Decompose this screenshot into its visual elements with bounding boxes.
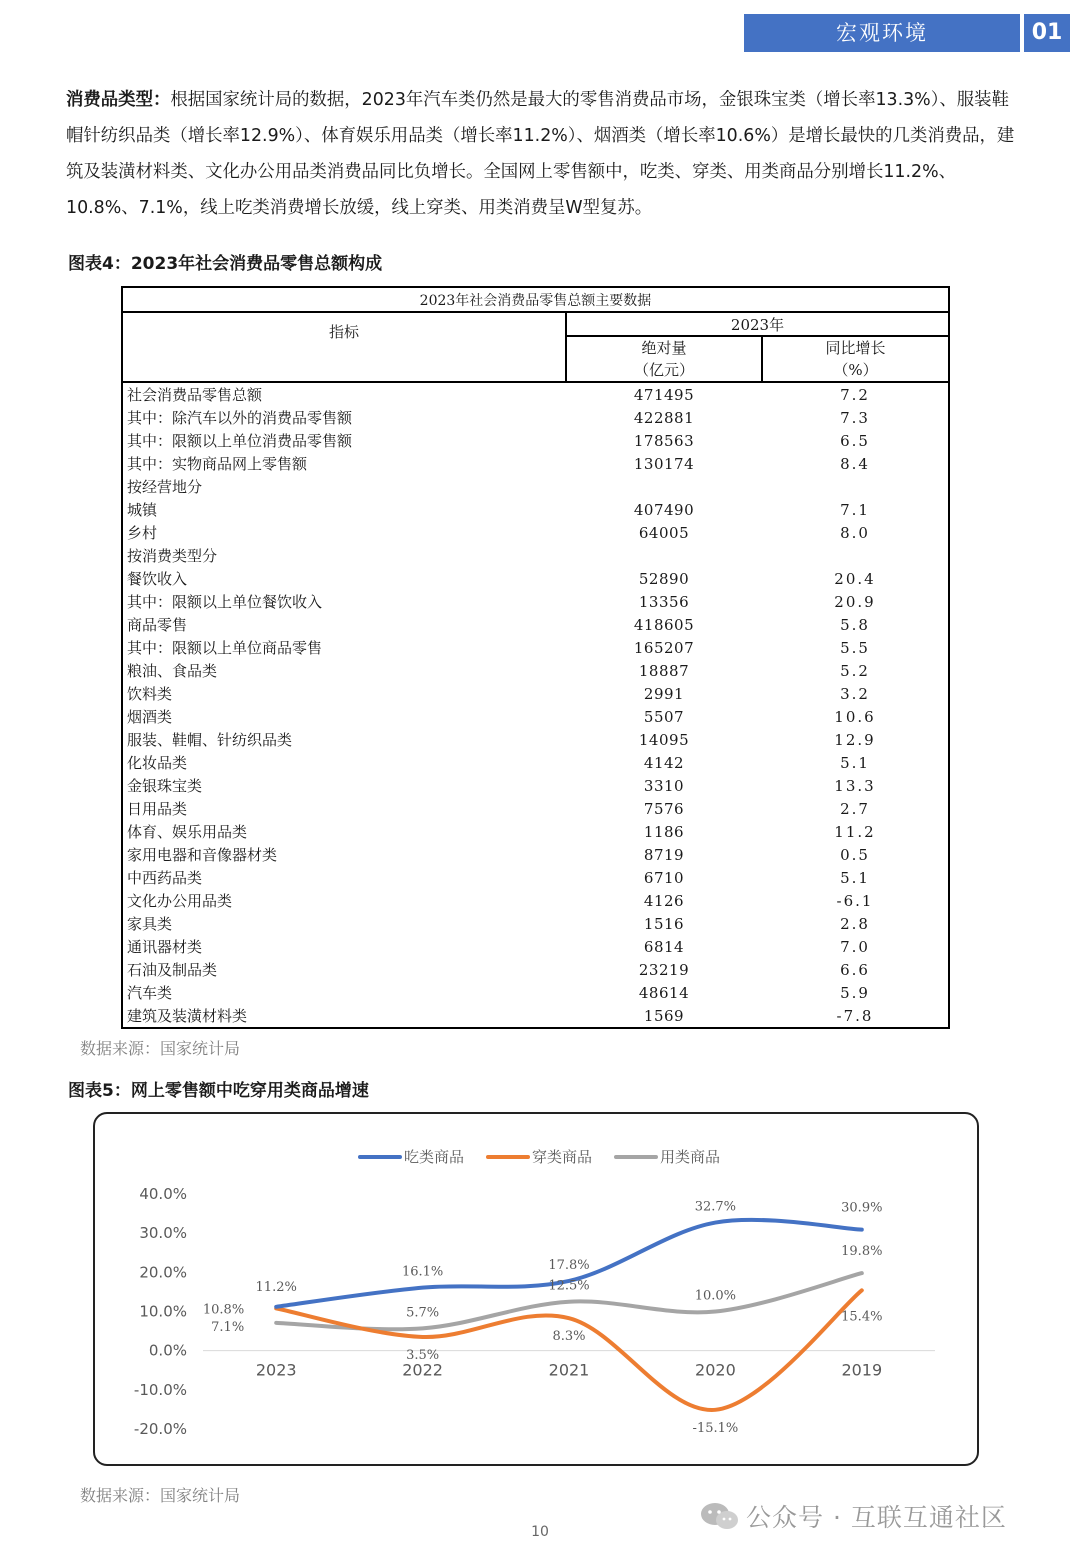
x-tick-label: 2020 [695,1360,736,1380]
legend-label: 穿类商品 [532,1148,593,1166]
row-growth [762,544,949,567]
table-row [122,567,949,590]
table-row [122,521,949,544]
row-value: 23219 [638,960,690,979]
row-label: 汽车类 [122,981,566,1004]
y-tick-label: 10.0% [139,1302,187,1321]
row-value: 7576 [643,799,685,818]
row-growth: -7.8 [762,1004,949,1028]
table-row [122,889,949,912]
table-row [122,382,949,406]
table-row [122,728,949,751]
data-label: -15.1% [692,1420,739,1436]
row-growth: 6.5 [762,429,949,452]
row-label: 石油及制品类 [122,958,566,981]
x-tick-label: 2021 [548,1360,590,1380]
header-growth [762,336,949,382]
table-row [122,797,949,820]
data-label: 12.5% [548,1278,590,1294]
table-body [122,382,949,1028]
header-year: 2023年 [566,312,949,336]
row-value: 48614 [638,983,690,1002]
row-label: 金银珠宝类 [122,774,566,797]
table-row [122,498,949,521]
x-tick-label: 2023 [255,1360,297,1380]
row-label: 乡村 [122,521,566,544]
table-row [122,429,949,452]
row-label: 服装、鞋帽、针纺织品类 [122,728,566,751]
row-value: 130174 [633,454,695,473]
row-growth: 13.3 [762,774,949,797]
row-value: 3310 [643,776,685,795]
header-absolute-1: 绝对量 [641,339,687,357]
row-label: 家具类 [122,912,566,935]
data-label: 19.8% [841,1244,883,1260]
row-value: 52890 [638,569,690,588]
row-label: 建筑及装潢材料类 [122,1004,566,1028]
table-row [122,659,949,682]
data-label: 5.7% [406,1305,440,1321]
row-label: 粮油、食品类 [122,659,566,682]
row-growth: 5.1 [762,866,949,889]
row-value: 422881 [633,408,695,427]
row-value: 4142 [643,753,685,772]
section-title: 宏观环境 [744,14,1020,52]
row-value: 165207 [633,638,695,657]
table-row [122,1004,949,1028]
row-growth: 2.7 [762,797,949,820]
table-row [122,935,949,958]
row-value: 407490 [633,500,695,519]
row-value: 64005 [638,523,690,542]
data-label: 16.1% [401,1264,444,1280]
legend-label: 用类商品 [660,1148,721,1166]
row-label: 通讯器材类 [122,935,566,958]
table-row [122,636,949,659]
row-growth: 7.0 [762,935,949,958]
data-label: 10.8% [202,1302,245,1318]
row-label: 烟酒类 [122,705,566,728]
row-growth: 7.1 [762,498,949,521]
row-value: 13356 [638,592,690,611]
row-label: 文化办公用品类 [122,889,566,912]
table-row [122,774,949,797]
row-value: 418605 [633,615,695,634]
figure4-title: 图表4：2023年社会消费品零售总额构成 [68,254,383,274]
row-growth: 10.6 [762,705,949,728]
row-label: 家用电器和音像器材类 [122,843,566,866]
row-label: 餐饮收入 [122,567,566,590]
paragraph-lead: 消费品类型： [66,90,171,110]
header-absolute [566,336,762,382]
row-label: 按消费类型分 [122,544,566,567]
header-absolute-2: （亿元） [633,361,694,379]
row-growth: 20.4 [762,567,949,590]
table-row [122,866,949,889]
row-value: 4126 [643,891,685,910]
row-growth: 7.2 [762,382,949,406]
row-label: 商品零售 [122,613,566,636]
figure4-source: 数据来源：国家统计局 [80,1039,241,1058]
row-label: 社会消费品零售总额 [122,382,566,406]
row-label: 其中：实物商品网上零售额 [122,452,566,475]
table-row [122,452,949,475]
table-row [122,843,949,866]
table-row [122,958,949,981]
table-row [122,682,949,705]
data-label: 32.7% [694,1199,737,1215]
row-growth: 5.8 [762,613,949,636]
y-tick-label: -10.0% [133,1380,187,1399]
table-row [122,590,949,613]
legend-label: 吃类商品 [404,1148,465,1166]
data-label: 15.4% [841,1309,883,1325]
header-indicator: 指标 [122,312,566,382]
row-value: 8719 [643,845,685,864]
row-label: 化妆品类 [122,751,566,774]
table-row [122,544,949,567]
data-label: 17.8% [548,1257,590,1273]
row-value: 14095 [638,730,690,749]
row-value: 2991 [643,684,685,703]
row-label: 中西药品类 [122,866,566,889]
table-row [122,613,949,636]
row-growth: 5.9 [762,981,949,1004]
row-growth: 0.5 [762,843,949,866]
row-growth: 5.5 [762,636,949,659]
header-growth-2: （%） [833,361,878,379]
row-value [566,475,762,498]
paragraph-body: 根据国家统计局的数据，2023年汽车类仍然是最大的零售消费品市场，金银珠宝类（增长率13.3%）、服装鞋帽针纺织品类（增长率12.9%）、体育娱乐用品类（增长率11.2%）、烟酒类（增长率10.6%）是增长最快的几类消费品，建筑及装潢材料类、文化办公用品类消费品同比负增长。全国网上零售额中，吃类、穿类、用类商品分别增长11.2%、10.8%、7.1%，线上吃类消费增长放缓，线上穿类、用类消费呈W型复苏。 [66,90,1015,218]
figure5-title: 图表5：网上零售额中吃穿用类商品增速 [68,1081,369,1101]
row-label: 其中：除汽车以外的消费品零售额 [122,406,566,429]
row-value: 1569 [566,1004,762,1028]
row-label: 体育、娱乐用品类 [122,820,566,843]
row-growth: 8.4 [762,452,949,475]
data-label: 7.1% [211,1319,245,1335]
row-growth: 5.1 [762,751,949,774]
y-tick-label: 20.0% [139,1263,187,1282]
y-tick-label: -20.0% [133,1420,187,1438]
y-tick-label: 30.0% [139,1224,187,1243]
table-row [122,820,949,843]
row-growth: 20.9 [762,590,949,613]
row-value [566,544,762,567]
table-row [122,406,949,429]
row-value: 5507 [643,707,685,726]
section-number: 01 [1024,14,1070,52]
row-label: 城镇 [122,498,566,521]
row-value: 6814 [643,937,685,956]
header-growth-1: 同比增长 [825,339,886,357]
row-growth: 2.8 [762,912,949,935]
row-growth: 6.6 [762,958,949,981]
row-growth: 3.2 [762,682,949,705]
row-growth: 7.3 [762,406,949,429]
row-value: 1516 [643,914,685,933]
x-tick-label: 2022 [402,1360,443,1380]
data-label: 30.9% [841,1200,883,1216]
row-value: 6710 [643,868,685,887]
row-label: 日用品类 [122,797,566,820]
figure5-source: 数据来源：国家统计局 [80,1486,241,1505]
row-growth: 12.9 [762,728,949,751]
table-row [122,981,949,1004]
data-label: 11.2% [255,1279,297,1295]
table-row [122,751,949,774]
row-value: 471495 [633,385,695,404]
table-row [122,705,949,728]
row-value: 18887 [638,661,690,680]
row-label: 饮料类 [122,682,566,705]
data-label: 8.3% [552,1329,586,1345]
y-tick-label: 40.0% [139,1185,187,1203]
row-label: 按经营地分 [122,475,566,498]
data-label: 3.5% [406,1347,440,1363]
row-value: 178563 [633,431,695,450]
page-number: 10 [531,1524,549,1540]
row-label: 其中：限额以上单位消费品零售额 [122,429,566,452]
watermark-text: 公众号 · 互联互通社区 [746,1503,1007,1532]
table-row [122,475,949,498]
row-growth [762,475,949,498]
intro-paragraph [66,82,1026,226]
x-tick-label: 2019 [841,1360,883,1380]
retail-stats-table [121,286,950,1029]
chart-frame [93,1112,979,1466]
row-label: 其中：限额以上单位商品零售 [122,636,566,659]
row-growth: -6.1 [762,889,949,912]
row-growth: 11.2 [762,820,949,843]
row-growth: 8.0 [762,521,949,544]
row-growth: 5.2 [762,659,949,682]
growth-line-chart [95,1114,977,1464]
table-caption: 2023年社会消费品零售总额主要数据 [122,287,949,312]
row-label: 其中：限额以上单位餐饮收入 [122,590,566,613]
y-tick-label: 0.0% [148,1341,187,1360]
table-row [122,912,949,935]
row-value: 1186 [643,822,685,841]
data-label: 10.0% [694,1288,737,1304]
